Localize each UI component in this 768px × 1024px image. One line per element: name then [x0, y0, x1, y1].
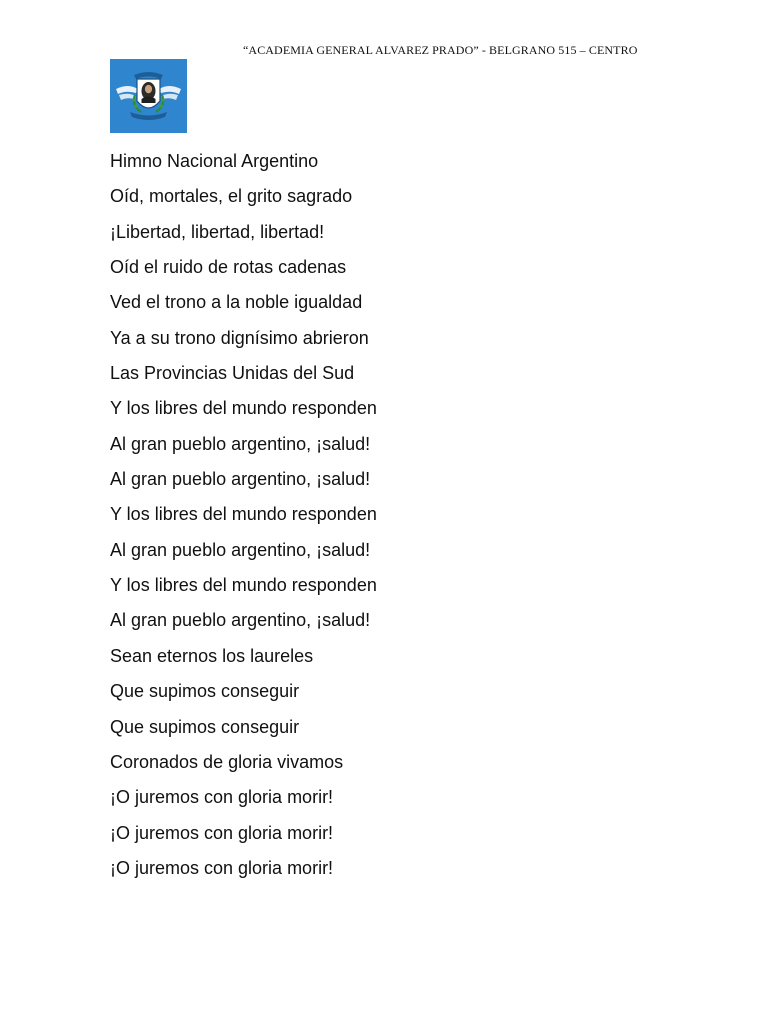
lyric-line: Y los libres del mundo responden — [110, 575, 377, 596]
lyric-line: Que supimos conseguir — [110, 716, 300, 737]
lyric-line: Al gran pueblo argentino, ¡salud! — [110, 433, 371, 454]
lyric-line: Sean eternos los laureles — [110, 645, 314, 666]
lyric-line: Al gran pueblo argentino, ¡salud! — [110, 539, 371, 560]
lyric-line: Coronados de gloria vivamos — [110, 751, 344, 772]
lyric-line: Ya a su trono dignísimo abrieron — [110, 327, 369, 348]
anthem-title: Himno Nacional Argentino — [110, 151, 319, 171]
anthem-lyrics — [110, 144, 670, 886]
lyric-line: Las Provincias Unidas del Sud — [110, 363, 355, 384]
lyric-line: Que supimos conseguir — [110, 681, 300, 702]
lyric-line: ¡O juremos con gloria morir! — [110, 822, 334, 843]
lyric-line: Ved el trono a la noble igualdad — [110, 292, 363, 313]
lyric-line: ¡O juremos con gloria morir! — [110, 857, 334, 878]
academy-crest-icon — [110, 59, 187, 133]
lyric-line: Y los libres del mundo responden — [110, 504, 377, 525]
lyric-line: Oíd, mortales, el grito sagrado — [110, 186, 353, 207]
lyric-line: Y los libres del mundo responden — [110, 398, 377, 419]
lyric-line: ¡O juremos con gloria morir! — [110, 787, 334, 808]
lyric-line: Al gran pueblo argentino, ¡salud! — [110, 469, 371, 490]
academy-logo — [110, 59, 187, 133]
page-header: “ACADEMIA GENERAL ALVAREZ PRADO” - BELGRANO 515 – CENTRO — [243, 43, 638, 57]
lyric-line: Oíd el ruido de rotas cadenas — [110, 257, 347, 278]
lyric-line: ¡Libertad, libertad, libertad! — [110, 221, 325, 242]
lyric-line: Al gran pueblo argentino, ¡salud! — [110, 610, 371, 631]
